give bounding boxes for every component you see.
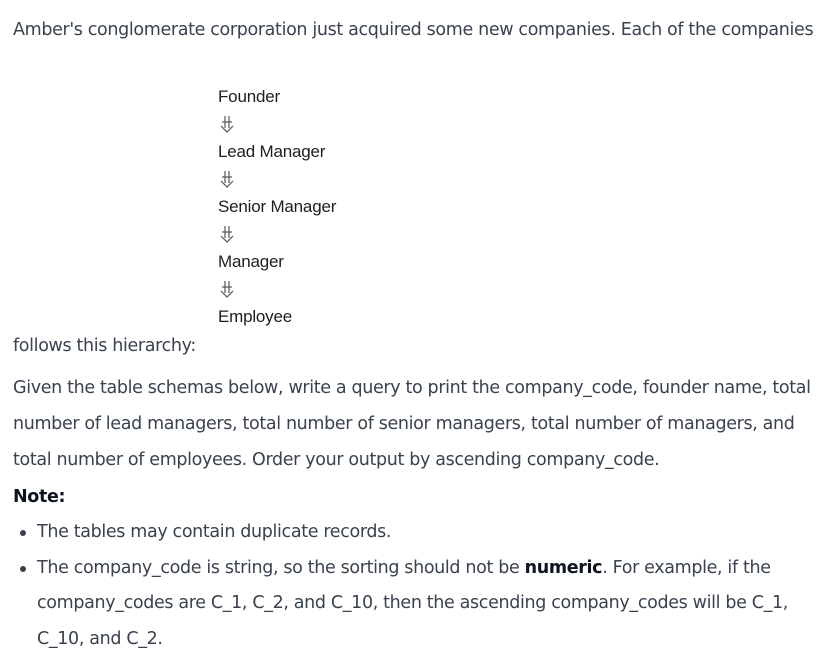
double-down-arrow-icon [218,170,236,188]
note-item-text: The tables may contain duplicate records. [37,522,391,542]
hierarchy-label-senior-manager: Senior Manager [218,196,418,218]
bullet-icon [20,566,26,572]
note-item-duplicates [37,515,817,551]
hierarchy-step-senior-manager [218,196,418,251]
hierarchy-label-employee: Employee [218,306,418,328]
double-down-arrow-icon [218,280,236,298]
hierarchy-step-lead-manager [218,141,418,196]
note-list [37,515,817,657]
hierarchy-diagram [218,86,418,361]
note-item-text-start: The company_code is string, so the sorting should not be [37,558,525,578]
hierarchy-step-employee [218,306,418,361]
note-item-emphasis: numeric [525,558,603,578]
double-down-arrow-icon [218,225,236,243]
note-heading: Note: [13,485,65,509]
hierarchy-label-lead-manager: Lead Manager [218,141,418,163]
note-item-sorting [37,551,817,657]
hierarchy-caption: follows this hierarchy: [13,334,196,358]
hierarchy-label-manager: Manager [218,251,418,273]
hierarchy-step-manager [218,251,418,306]
note-item-text-end: . For example, if the company_codes are C_1, C_2, and C_10, then the ascending company_codes will be C_1, C_10, and C_2. [37,558,788,649]
intro-text: Amber's conglomerate corporation just acquired some new companies. Each of the companies [13,18,813,42]
hierarchy-step-founder [218,86,418,141]
bullet-icon [20,530,26,536]
task-description: Given the table schemas below, write a query to print the company_code, founder name, total number of lead managers, total number of senior managers, total number of managers, and total number of employees. Order your output by ascending company_code. [13,370,818,478]
hierarchy-label-founder: Founder [218,86,418,108]
double-down-arrow-icon [218,115,236,133]
